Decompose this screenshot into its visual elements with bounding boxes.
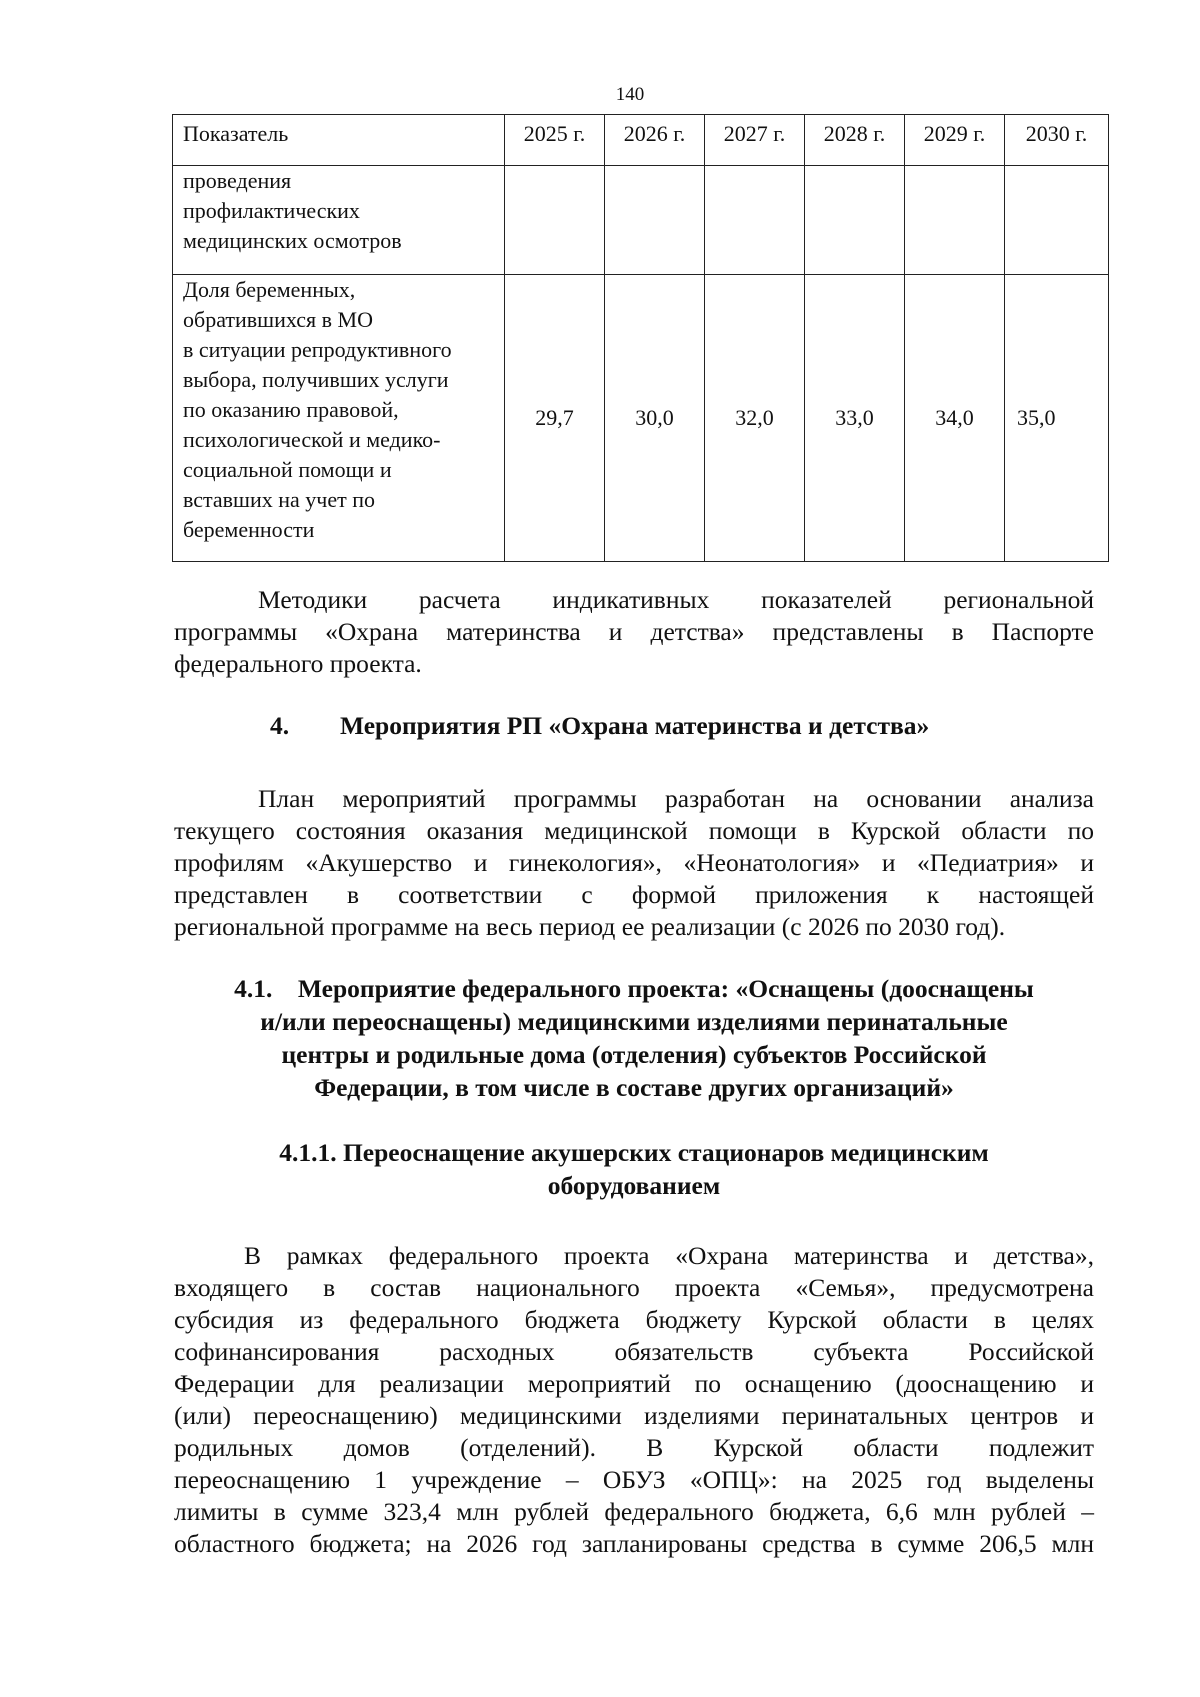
indicator-line: обратившихся в МО: [183, 307, 373, 332]
indicator-cell: [173, 166, 505, 275]
indicator-cell: [173, 275, 505, 562]
text-line: переоснащению 1 учреждение – ОБУЗ «ОПЦ»: на 2025 год выделены: [174, 1465, 1094, 1494]
text-line: региональной программе на весь период ее реализации (с 2026 по 2030 год).: [174, 912, 1006, 941]
text-line: субсидия из федерального бюджета бюджету Курской области в целях: [174, 1305, 1094, 1334]
text-line: программы «Охрана материнства и детства» представлены в Паспорте: [174, 617, 1094, 646]
section-heading-4-1: [174, 972, 1094, 1104]
indicator-line: медицинских осмотров: [183, 228, 402, 253]
header-year: 2029 г.: [905, 115, 1005, 166]
heading-line: центры и родильные дома (отделения) субъектов Российской: [281, 1040, 987, 1069]
header-year: 2028 г.: [805, 115, 905, 166]
heading-line: оборудованием: [547, 1171, 721, 1200]
indicator-line: в ситуации репродуктивного: [183, 337, 452, 362]
value-cell: 33,0: [805, 275, 905, 562]
paragraph-methods: [174, 584, 1094, 680]
text-line: Методики расчета индикативных показателей региональной: [258, 585, 1094, 614]
text-line: родильных домов (отделений). В Курской области подлежит: [174, 1433, 1094, 1462]
header-year: 2026 г.: [605, 115, 705, 166]
value-cell: 35,0: [1005, 275, 1109, 562]
value-cell: 29,7: [505, 275, 605, 562]
text-line: федерального проекта.: [174, 649, 422, 678]
text-line: Федерации для реализации мероприятий по оснащению (дооснащению и: [174, 1369, 1094, 1398]
table-header-row: [173, 115, 1109, 166]
heading-line: 4.1.1. Переоснащение акушерских стационаров медицинским: [279, 1138, 989, 1167]
indicator-line: по оказанию правовой,: [183, 397, 399, 422]
text-line: областного бюджета; на 2026 год запланированы средства в сумме 206,5 млн: [174, 1529, 1094, 1558]
value-cell: [905, 166, 1005, 275]
section-number: 4.: [270, 711, 290, 740]
indicator-line: беременности: [183, 517, 315, 542]
section-heading-4-1-1: [174, 1136, 1094, 1202]
indicator-line: социальной помощи и: [183, 457, 392, 482]
text-line: профилям «Акушерство и гинекология», «Неонатология» и «Педиатрия» и: [174, 848, 1094, 877]
indicator-line: проведения: [183, 168, 292, 193]
header-year: 2025 г.: [505, 115, 605, 166]
header-year: 2027 г.: [705, 115, 805, 166]
heading-line: и/или переоснащены) медицинскими изделиями перинатальные: [260, 1007, 1008, 1036]
value-cell: 32,0: [705, 275, 805, 562]
value-cell: [605, 166, 705, 275]
indicators-table: [172, 114, 1109, 562]
text-line: (или) переоснащению) медицинскими изделиями перинатальных центров и: [174, 1401, 1094, 1430]
indicator-line: психологической и медико-: [183, 427, 441, 452]
text-line: представлен в соответствии с формой приложения к настоящей: [174, 880, 1094, 909]
value-cell: [705, 166, 805, 275]
indicator-line: выбора, получивших услуги: [183, 367, 449, 392]
table-row: [173, 166, 1109, 275]
text-line: текущего состояния оказания медицинской помощи в Курской области по: [174, 816, 1094, 845]
page-number: 140: [615, 84, 645, 105]
header-year: 2030 г.: [1005, 115, 1109, 166]
heading-line: 4.1. Мероприятие федерального проекта: «Оснащены (дооснащены: [234, 974, 1034, 1003]
text-line: лимиты в сумме 323,4 млн рублей федерального бюджета, 6,6 млн рублей –: [174, 1497, 1094, 1526]
paragraph-subsidy: [174, 1240, 1094, 1560]
heading-line: Федерации, в том числе в составе других организаций»: [314, 1073, 954, 1102]
value-cell: [805, 166, 905, 275]
text-line: В рамках федерального проекта «Охрана материнства и детства»,: [244, 1241, 1094, 1270]
text-line: План мероприятий программы разработан на основании анализа: [258, 784, 1094, 813]
table-row: [173, 275, 1109, 562]
section-heading-4: [270, 709, 929, 742]
section-title: Мероприятия РП «Охрана материнства и детства»: [340, 711, 930, 740]
value-cell: [1005, 166, 1109, 275]
value-cell: [505, 166, 605, 275]
paragraph-plan: [174, 783, 1094, 943]
indicator-line: вставших на учет по: [183, 487, 376, 512]
text-line: входящего в состав национального проекта «Семья», предусмотрена: [174, 1273, 1094, 1302]
header-indicator: Показатель: [173, 115, 505, 166]
indicator-line: Доля беременных,: [183, 277, 356, 302]
value-cell: 34,0: [905, 275, 1005, 562]
text-line: софинансирования расходных обязательств субъекта Российской: [174, 1337, 1094, 1366]
indicator-line: профилактических: [183, 198, 360, 223]
value-cell: 30,0: [605, 275, 705, 562]
